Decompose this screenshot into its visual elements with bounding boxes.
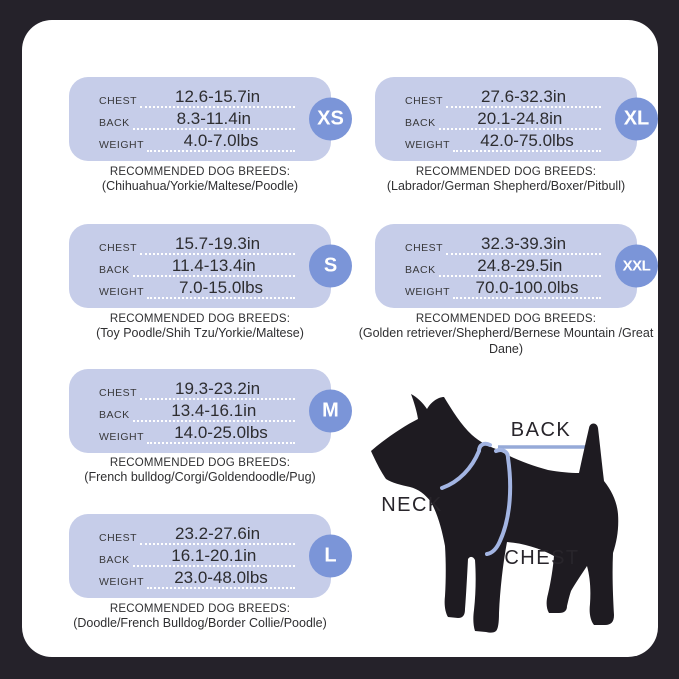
back-label: BACK xyxy=(99,408,130,421)
chest-row xyxy=(99,233,295,255)
weight-row xyxy=(99,277,295,299)
weight-value: 14.0-25.0lbs xyxy=(147,424,295,444)
weight-value: 70.0-100.0lbs xyxy=(453,279,601,299)
breeds-xs xyxy=(69,166,331,195)
chest-label: CHEST xyxy=(99,531,138,544)
breeds-list: (Chihuahua/Yorkie/Maltese/Poodle) xyxy=(101,179,299,193)
chest-value: 19.3-23.2in xyxy=(140,380,295,400)
chest-row xyxy=(99,378,295,400)
weight-row xyxy=(99,130,295,152)
chest-label: CHEST xyxy=(99,94,138,107)
chest-label: CHEST xyxy=(99,386,138,399)
chest-value: 32.3-39.3in xyxy=(446,235,601,255)
breeds-m xyxy=(69,457,331,486)
back-value: 11.4-13.4in xyxy=(133,257,295,277)
back-value: 13.4-16.1in xyxy=(133,402,295,422)
size-card-xs xyxy=(69,77,344,161)
chest-row xyxy=(405,233,601,255)
breeds-list: (Doodle/French Bulldog/Border Collie/Poodle) xyxy=(73,616,327,630)
weight-row xyxy=(99,567,295,589)
back-label: BACK xyxy=(99,116,130,129)
chest-value: 15.7-19.3in xyxy=(140,235,295,255)
back-value: 20.1-24.8in xyxy=(439,110,601,130)
breeds-xxl xyxy=(356,313,656,357)
chest-row xyxy=(405,86,601,108)
breeds-heading: RECOMMENDED DOG BREEDS: xyxy=(109,457,291,469)
weight-label: WEIGHT xyxy=(99,575,144,588)
size-badge-xs: XS xyxy=(309,98,352,141)
back-value: 16.1-20.1in xyxy=(133,547,295,567)
weight-label: WEIGHT xyxy=(405,138,450,151)
back-label: BACK xyxy=(99,263,130,276)
breeds-s xyxy=(69,313,331,342)
chest-value: 23.2-27.6in xyxy=(140,525,295,545)
chest-row xyxy=(99,523,295,545)
size-card-xxl xyxy=(375,224,651,308)
back-row xyxy=(405,255,601,277)
chest-label: CHEST xyxy=(405,94,444,107)
size-badge-s: S xyxy=(309,245,352,288)
back-row xyxy=(99,545,295,567)
back-label: BACK xyxy=(99,553,130,566)
weight-value: 23.0-48.0lbs xyxy=(147,569,295,589)
size-card-s xyxy=(69,224,338,308)
weight-row xyxy=(405,130,601,152)
back-value: 8.3-11.4in xyxy=(133,110,295,130)
breeds-list: (French bulldog/Corgi/Goldendoodle/Pug) xyxy=(84,470,316,484)
weight-label: WEIGHT xyxy=(99,430,144,443)
diagram-chest-label: CHEST xyxy=(504,547,580,569)
back-label: BACK xyxy=(405,116,436,129)
chest-value: 12.6-15.7in xyxy=(140,88,295,108)
chest-label: CHEST xyxy=(405,241,444,254)
chest-row xyxy=(99,86,295,108)
diagram-back-label: BACK xyxy=(510,419,572,441)
weight-value: 7.0-15.0lbs xyxy=(147,279,295,299)
size-card-m xyxy=(69,369,339,453)
breeds-heading: RECOMMENDED DOG BREEDS: xyxy=(109,313,291,325)
size-badge-l: L xyxy=(309,535,352,578)
back-row xyxy=(405,108,601,130)
breeds-xl xyxy=(375,166,637,195)
breeds-heading: RECOMMENDED DOG BREEDS: xyxy=(109,166,291,178)
back-row xyxy=(99,108,295,130)
weight-row xyxy=(405,277,601,299)
breeds-heading: RECOMMENDED DOG BREEDS: xyxy=(109,603,291,615)
weight-value: 42.0-75.0lbs xyxy=(453,132,601,152)
back-row xyxy=(99,400,295,422)
breeds-heading: RECOMMENDED DOG BREEDS: xyxy=(415,313,597,325)
back-value: 24.8-29.5in xyxy=(439,257,601,277)
chest-value: 27.6-32.3in xyxy=(446,88,601,108)
back-row xyxy=(99,255,295,277)
breeds-l xyxy=(69,603,331,632)
dog-measurement-diagram xyxy=(362,385,632,635)
size-card-xl xyxy=(375,77,650,161)
diagram-neck-label: NECK xyxy=(381,494,443,516)
weight-label: WEIGHT xyxy=(99,285,144,298)
weight-label: WEIGHT xyxy=(405,285,450,298)
weight-value: 4.0-7.0lbs xyxy=(147,132,295,152)
size-chart-panel xyxy=(22,20,658,657)
size-badge-xl: XL xyxy=(615,98,658,141)
chest-label: CHEST xyxy=(99,241,138,254)
weight-label: WEIGHT xyxy=(99,138,144,151)
back-label: BACK xyxy=(405,263,436,276)
size-badge-m: M xyxy=(309,390,352,433)
breeds-list: (Toy Poodle/Shih Tzu/Yorkie/Maltese) xyxy=(96,326,304,340)
size-card-l xyxy=(69,514,337,598)
breeds-list: (Labrador/German Shepherd/Boxer/Pitbull) xyxy=(386,179,626,193)
breeds-list: (Golden retriever/Shepherd/Bernese Mountain /Great Dane) xyxy=(358,326,654,356)
weight-row xyxy=(99,422,295,444)
breeds-heading: RECOMMENDED DOG BREEDS: xyxy=(415,166,597,178)
size-badge-xxl: XXL xyxy=(615,245,658,288)
